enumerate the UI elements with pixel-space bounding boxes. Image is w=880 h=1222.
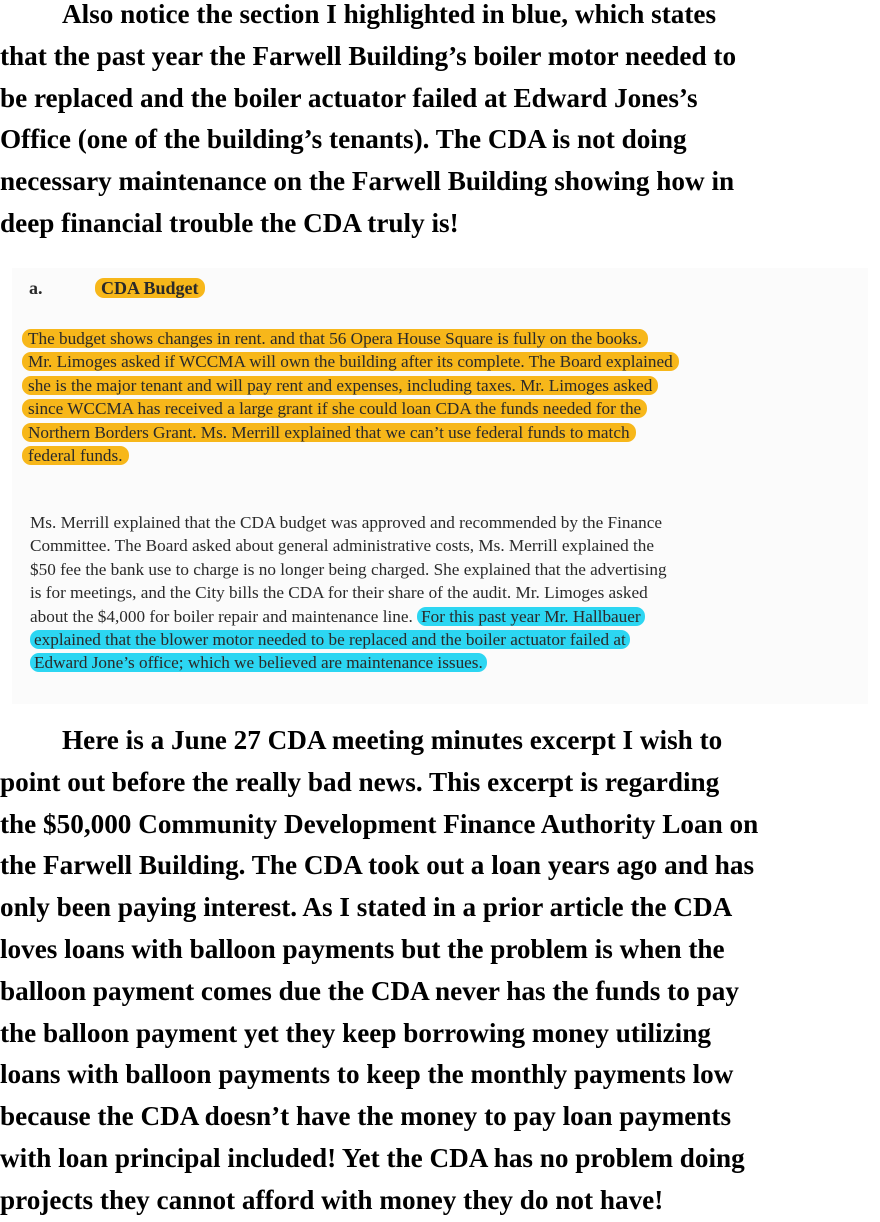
intro-line: be replaced and the boiler actuator failed at Edward Jones’s bbox=[0, 82, 698, 113]
closing-line: the Farwell Building. The CDA took out a loan years ago and has bbox=[0, 850, 755, 881]
excerpt-line: is for meetings, and the City bills the CDA for their share of the audit. Mr. Limoges asked bbox=[30, 583, 648, 603]
merrill-paragraph bbox=[30, 511, 876, 675]
excerpt-line: $50 fee the bank use to charge is no longer being charged. She explained that the advertising bbox=[30, 559, 667, 579]
excerpt-line bbox=[22, 421, 868, 444]
excerpt-line: Ms. Merrill explained that the CDA budget was approved and recommended by the Finance bbox=[30, 513, 662, 532]
excerpt-line: Committee. The Board asked about general administrative costs, Ms. Merrill explained the bbox=[30, 536, 655, 556]
intro-line: necessary maintenance on the Farwell Building showing how in bbox=[0, 166, 735, 197]
section-heading bbox=[29, 278, 205, 299]
closing-line: point out before the really bad news. This excerpt is regarding bbox=[0, 766, 720, 797]
excerpt-line bbox=[30, 651, 876, 674]
intro-line: deep financial trouble the CDA truly is! bbox=[0, 207, 459, 238]
closing-line: only been paying interest. As I stated in a prior article the CDA bbox=[0, 892, 733, 923]
blue-highlight: Edward Jone’s office; which we believed are maintenance issues. bbox=[30, 653, 487, 672]
yellow-highlight: Northern Borders Grant. Ms. Merrill explained that we can’t use federal funds to match bbox=[22, 423, 636, 442]
blue-highlight: For this past year Mr. Hallbauer bbox=[417, 607, 645, 626]
excerpt-line bbox=[22, 327, 868, 350]
closing-line: loves loans with balloon payments but the problem is when the bbox=[0, 933, 725, 964]
minutes-excerpt-image bbox=[12, 268, 868, 704]
excerpt-line bbox=[22, 374, 868, 397]
closing-line: projects they cannot afford with money they do not have! bbox=[0, 1184, 664, 1215]
closing-line: the balloon payment yet they keep borrowing money utilizing bbox=[0, 1017, 711, 1048]
budget-paragraph bbox=[22, 327, 868, 467]
excerpt-plain-text: about the $4,000 for boiler repair and maintenance line. bbox=[30, 606, 418, 626]
closing-line: Here is a June 27 CDA meeting minutes excerpt I wish to bbox=[62, 725, 723, 755]
closing-line: loans with balloon payments to keep the monthly payments low bbox=[0, 1059, 734, 1090]
closing-line: the $50,000 Community Development Finance Authority Loan on bbox=[0, 808, 759, 839]
excerpt-line bbox=[22, 444, 868, 467]
blue-highlight: explained that the blower motor needed to be replaced and the boiler actuator failed at bbox=[30, 630, 630, 649]
intro-line: Also notice the section I highlighted in blue, which states bbox=[62, 0, 717, 29]
excerpt-line bbox=[30, 605, 876, 628]
section-letter: a. bbox=[29, 278, 43, 298]
yellow-highlight: since WCCMA has received a large grant if she could loan CDA the funds needed for the bbox=[22, 399, 647, 418]
section-title: CDA Budget bbox=[95, 278, 205, 298]
excerpt-line bbox=[22, 350, 868, 373]
closing-line: with loan principal included! Yet the CDA has no problem doing bbox=[0, 1142, 745, 1173]
yellow-highlight: Mr. Limoges asked if WCCMA will own the building after its complete. The Board explained bbox=[22, 352, 679, 371]
intro-line: that the past year the Farwell Building’s boiler motor needed to bbox=[0, 40, 737, 71]
closing-line: because the CDA doesn’t have the money to pay loan payments bbox=[0, 1101, 732, 1132]
excerpt-line bbox=[22, 397, 868, 420]
yellow-highlight: she is the major tenant and will pay rent and expenses, including taxes. Mr. Limoges asked bbox=[22, 376, 658, 395]
intro-line: Office (one of the building’s tenants). The CDA is not doing bbox=[0, 124, 687, 155]
yellow-highlight: federal funds. bbox=[22, 446, 129, 465]
closing-paragraph bbox=[0, 720, 880, 1222]
closing-line: balloon payment comes due the CDA never has the funds to pay bbox=[0, 975, 739, 1006]
yellow-highlight: The budget shows changes in rent. and that 56 Opera House Square is fully on the books. bbox=[22, 329, 648, 348]
excerpt-line bbox=[30, 628, 876, 651]
intro-paragraph bbox=[0, 0, 880, 245]
